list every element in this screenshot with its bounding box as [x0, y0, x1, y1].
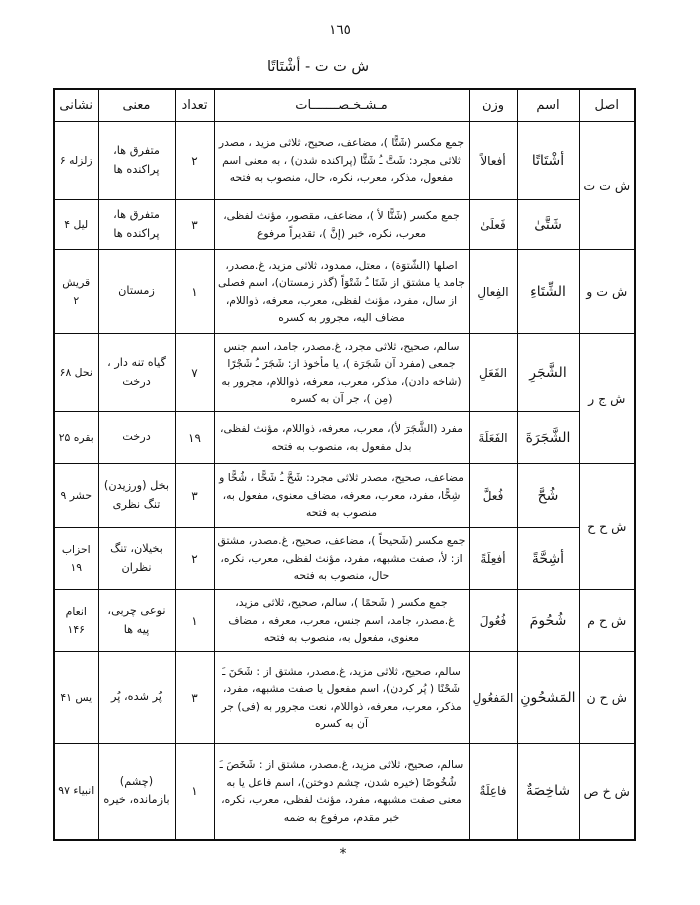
cell-count: ۱ [175, 250, 214, 334]
cell-root: ش ت ت [579, 122, 635, 250]
column-header-root: اصل [579, 89, 635, 122]
column-header-meaning: معنى [98, 89, 175, 122]
cell-root: ش خ ص [579, 744, 635, 840]
cell-meaning: درخت [98, 412, 175, 464]
cell-specs: جمع مكسر (شَتًّا )، مضاعف، صحيح، ثلاثى مزيد ، مصدر ثلاثى مجرد: شَتَّ ـُ شَتًّا (پراكنده شدن) ، به معنى اسم مفعول، مذكر، معرب، نكره، حال، منصوب به فتحه [214, 122, 469, 200]
cell-pattern: فُعلَّ [469, 464, 517, 528]
cell-specs: جمع مكسر ( شَحمًا )، سالم، صحيح، ثلاثى مزيد، غ.مصدر، جامد، اسم جنس، معرب، معرفه ، مضاف معنوى، مفعول به، منصوب به فتحه [214, 590, 469, 652]
footer-asterisk: * [339, 846, 347, 862]
table-row [54, 412, 635, 464]
column-header-count: تعداد [175, 89, 214, 122]
cell-count: ۱۹ [175, 412, 214, 464]
page-number: ١٦٥ [329, 22, 351, 38]
cell-specs: سالم، صحيح، ثلاثى مزيد، غ.مصدر، مشتق از : شَحَنَ ـَ شَحْنًا ( پُر كردن)، اسم مفعول يا صفت مشبهه، مفرد، مذكر، معرب، معرفه، ذواللام، نعت مجرور به (فى) جر آن به كسره [214, 652, 469, 744]
cell-meaning: بخل (ورزيدن) تنگ نظرى [98, 464, 175, 528]
table-row [54, 652, 635, 744]
cell-specs: مفرد (الشَّجَرَ لأ)، معرب، معرفه، ذواللام، مؤنث لفظى، بدل مفعول به، منصوب به فتحه [214, 412, 469, 464]
cell-reference: احزاب ۱۹ [54, 528, 98, 590]
cell-noun: شُحَّ [517, 464, 579, 528]
cell-reference: زلزله ۶ [54, 122, 98, 200]
cell-reference: ليل ۴ [54, 200, 98, 250]
cell-count: ۷ [175, 334, 214, 412]
cell-meaning: گياه تنه دار ، درخت [98, 334, 175, 412]
cell-pattern: أفعالاً [469, 122, 517, 200]
cell-specs: اصلها (الشّتوَة) ، معتل، ممدود، ثلاثى مزيد، غ.مصدر، جامد يا مشتق از شَتَا ـُ شَتْوَاً (گذر زمستان)، اسم فصلى از سال، مفرد، مؤنث لفظى، معرب، معرفه، ذواللام، مضاف اليه، مجرور به كسره [214, 250, 469, 334]
morphology-table [53, 88, 636, 841]
column-header-specs: مـشـخـصـــــــات [214, 89, 469, 122]
cell-specs: جمع مكسر (شَتًّا لأ )، مضاعف، مقصور، مؤنث لفظى، معرب، نكره، خبر (إنَّ )، تقديراً مرفوع [214, 200, 469, 250]
cell-root: ش ح ح [579, 464, 635, 590]
cell-pattern: الفِعالِ [469, 250, 517, 334]
cell-count: ۲ [175, 122, 214, 200]
cell-meaning: نوعى چربى، پيه ها [98, 590, 175, 652]
cell-noun: الشَّجَرِ [517, 334, 579, 412]
cell-count: ۳ [175, 200, 214, 250]
cell-root: ش ت و [579, 250, 635, 334]
cell-noun: شاخِصَةٌ [517, 744, 579, 840]
table-row [54, 334, 635, 412]
cell-meaning: پُر شده، پُر [98, 652, 175, 744]
cell-count: ۱ [175, 744, 214, 840]
table-body [54, 122, 635, 840]
cell-pattern: فُعُولَ [469, 590, 517, 652]
cell-count: ۳ [175, 464, 214, 528]
cell-root: ش ح ن [579, 652, 635, 744]
table-row [54, 744, 635, 840]
table-header [54, 89, 635, 122]
cell-noun: الشَّجَرَةَ [517, 412, 579, 464]
cell-pattern: المَفعُولِ [469, 652, 517, 744]
cell-specs: سالم، صحيح، ثلاثى مجرد، غ.مصدر، جامد، اسم جنس جمعى (مفرد آن شَجَرَة )، يا مأخوذ از: شَجَرَ ـُ شَجْرًا (شاخه دادن)، مذكر، معرب، معرفه، ذواللام، مجرور به (مِن )، جر آن به كسره [214, 334, 469, 412]
cell-specs: جمع مكسر (شَحيحاً )، مضاعف، صحيح، غ.مصدر، مشتق از: لأ، صفت مشبهه، مفرد، مؤنث لفظى، معرب، نكره، حال، منصوب به فتحه [214, 528, 469, 590]
cell-root: ش ج ر [579, 334, 635, 464]
cell-noun: الشِّتَاءِ [517, 250, 579, 334]
table-row [54, 250, 635, 334]
table-row [54, 528, 635, 590]
column-header-reference: نشانى [54, 89, 98, 122]
cell-count: ۳ [175, 652, 214, 744]
cell-count: ۲ [175, 528, 214, 590]
table-row [54, 200, 635, 250]
cell-reference: يس ۴۱ [54, 652, 98, 744]
table-row [54, 122, 635, 200]
cell-root: ش ح م [579, 590, 635, 652]
column-header-pattern: وزن [469, 89, 517, 122]
table-header-row [54, 89, 635, 122]
cell-noun: شُحُومَ [517, 590, 579, 652]
cell-specs: سالم، صحيح، ثلاثى مزيد، غ.مصدر، مشتق از : شَخَصَ ـَ شُخُوصًا (خيره شدن، چشم دوختن)، اسم فاعل يا به معنى صفت مشبهه، مفرد، مؤنث لفظى، معرب، نكره، خبر مقدم، مرفوع به ضمه [214, 744, 469, 840]
cell-specs: مضاعف، صحيح، مصدر ثلاثى مجرد: شَحَّ ـُ شَحًّا ، شُحًّا و شِحًّا، مفرد، معرب، معرفه، مضاف معنوى، مفعول به، منصوب به فتحه [214, 464, 469, 528]
cell-reference: بقره ۲۵ [54, 412, 98, 464]
cell-pattern: الفَعَلِ [469, 334, 517, 412]
cell-pattern: أفعِلَةً [469, 528, 517, 590]
cell-noun: أشِحَّةً [517, 528, 579, 590]
cell-noun: شَتَّىٰ [517, 200, 579, 250]
cell-pattern: الفَعَلَةَ [469, 412, 517, 464]
cell-meaning: متفرق ها، پراكنده ها [98, 200, 175, 250]
cell-noun: المَشحُونِ [517, 652, 579, 744]
column-header-noun: اسم [517, 89, 579, 122]
table-row [54, 464, 635, 528]
cell-reference: انبياء ۹۷ [54, 744, 98, 840]
page-title: ش ت ت - أشْتَاتًا [266, 59, 370, 75]
cell-pattern: فاعِلَةٌ [469, 744, 517, 840]
cell-reference: نحل ۶۸ [54, 334, 98, 412]
cell-reference: انعام ۱۴۶ [54, 590, 98, 652]
cell-reference: قريش ۲ [54, 250, 98, 334]
table-row [54, 590, 635, 652]
cell-pattern: فَعلَىٰ [469, 200, 517, 250]
cell-count: ۱ [175, 590, 214, 652]
cell-reference: حشر ۹ [54, 464, 98, 528]
cell-meaning: زمستان [98, 250, 175, 334]
cell-meaning: بخيلان، تنگ نظران [98, 528, 175, 590]
cell-meaning: (چشم) بازمانده، خيره [98, 744, 175, 840]
cell-meaning: متفرق ها، پراكنده ها [98, 122, 175, 200]
cell-noun: أشْتَاتًا [517, 122, 579, 200]
